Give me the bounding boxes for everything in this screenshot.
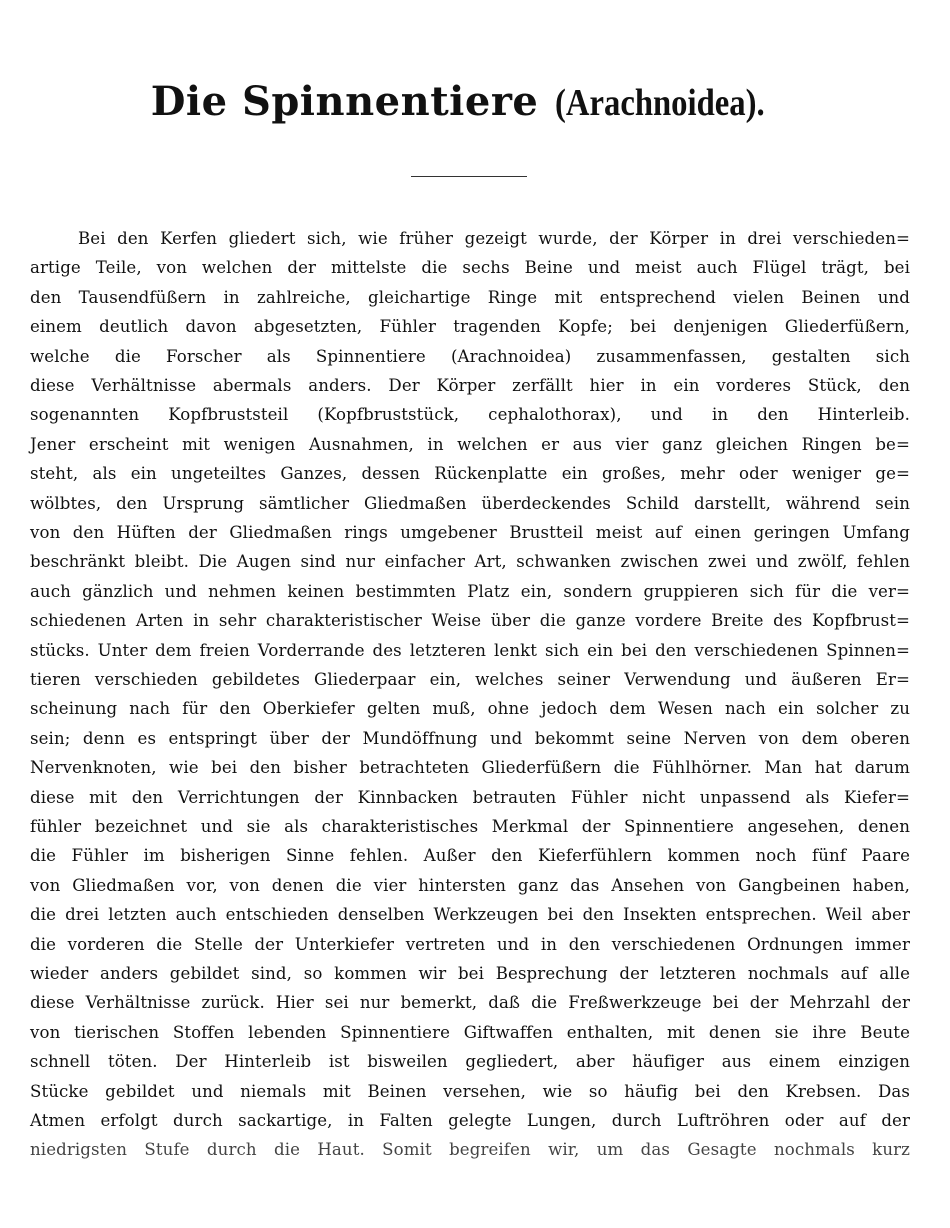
text-line: Jener erscheint mit wenigen Ausnahmen, in welchen er aus vier ganz gleichen Ringen be= [30, 434, 910, 454]
text-line: von den Hüften der Gliedmaßen rings umgebener Brustteil meist auf einen geringen Umfang [30, 523, 910, 542]
text-line: steht, als ein ungeteiltes Ganzes, dessen Rückenplatte ein großes, mehr oder weniger ge= [30, 464, 910, 484]
title-main: Die Spinnentiere [150, 78, 539, 125]
text-line: den Tausendfüßern in zahlreiche, gleichartige Ringe mit entsprechend vielen Beinen und [30, 287, 910, 307]
text-line: Bei den Kerfen gliedert sich, wie früher gezeigt wurde, der Körper in drei verschieden= [78, 229, 910, 248]
title-divider [411, 176, 527, 177]
text-line: fühler bezeichnet und sie als charakteristisches Merkmal der Spinnentiere angesehen, denen [30, 817, 910, 836]
text-line: Stücke gebildet und niemals mit Beinen versehen, wie so häufig bei den Krebsen. Das [30, 1081, 910, 1101]
text-line: wölbtes, den Ursprung sämtlicher Gliedmaßen überdeckendes Schild darstellt, während sein [30, 493, 910, 513]
text-line: die drei letzten auch entschieden denselben Werkzeugen bei den Insekten entsprechen. Weil aber [30, 905, 910, 925]
text-line: sogenannten Kopfbruststeil (Kopfbruststück, cephalothorax), und in den Hinterleib. [30, 405, 910, 425]
text-line: Nervenknoten, wie bei den bisher betrachteten Gliederfüßern die Fühlhörner. Man hat darum [30, 758, 910, 778]
text-line: wieder anders gebildet sind, so kommen wir bei Besprechung der letzteren nochmals auf alle [30, 964, 910, 983]
text-line: schnell töten. Der Hinterleib ist bisweilen gegliedert, aber häufiger aus einem einzigen [30, 1052, 910, 1072]
text-line: welche die Forscher als Spinnentiere (Arachnoidea) zusammenfassen, gestalten sich [30, 346, 910, 366]
text-line: einem deutlich davon abgesetzten, Fühler tragenden Kopfe; bei denjenigen Gliederfüßern, [30, 317, 910, 337]
text-line: die vorderen die Stelle der Unterkiefer vertreten und in den verschiedenen Ordnungen immer [30, 934, 910, 954]
text-line: artige Teile, von welchen der mittelste die sechs Beine und meist auch Flügel trägt, bei [30, 258, 910, 278]
text-line: die Fühler im bisherigen Sinne fehlen. Außer den Kieferfühlern kommen noch fünf Paare [30, 846, 910, 866]
text-line: sein; denn es entspringt über der Mundöffnung und bekommt seine Nerven von dem oberen [30, 728, 910, 748]
text-line: von tierischen Stoffen lebenden Spinnentiere Giftwaffen enthalten, mit denen sie ihre Beute [30, 1022, 910, 1042]
text-line: auch gänzlich und nehmen keinen bestimmten Platz ein, sondern gruppieren sich für die ver= [30, 581, 910, 601]
text-line: beschränkt bleibt. Die Augen sind nur einfacher Art, schwanken zwischen zwei und zwölf, fehlen [30, 552, 910, 572]
text-line: diese mit den Verrichtungen der Kinnbacken betrauten Fühler nicht unpassend als Kiefer= [30, 787, 910, 807]
title-latin: (Arachnoidea). [555, 82, 766, 124]
text-line: schiedenen Arten in sehr charakteristischer Weise über die ganze vordere Breite des Kopfbrust= [30, 611, 910, 631]
text-line: tieren verschieden gebildetes Gliederpaar ein, welches seiner Verwendung und äußeren Er= [30, 670, 910, 689]
text-line: scheinung nach für den Oberkiefer gelten muß, ohne jedoch dem Wesen nach ein solcher zu [30, 699, 910, 719]
text-line: stücks. Unter dem freien Vorderrande des letzteren lenkt sich ein bei den verschiedenen Spinnen= [30, 640, 910, 660]
page-title [0, 78, 950, 125]
text-line: Atmen erfolgt durch sackartige, in Falten gelegte Lungen, durch Luftröhren oder auf der [30, 1111, 910, 1130]
text-line: niedrigsten Stufe durch die Haut. Somit begreifen wir, um das Gesagte nochmals kurz [30, 1140, 910, 1160]
text-line: diese Verhältnisse zurück. Hier sei nur bemerkt, daß die Freßwerkzeuge bei der Mehrzahl der [30, 993, 910, 1013]
text-line: diese Verhältnisse abermals anders. Der Körper zerfällt hier in ein vorderes Stück, den [30, 376, 910, 395]
text-line: von Gliedmaßen vor, von denen die vier hintersten ganz das Ansehen von Gangbeinen haben, [30, 875, 910, 895]
